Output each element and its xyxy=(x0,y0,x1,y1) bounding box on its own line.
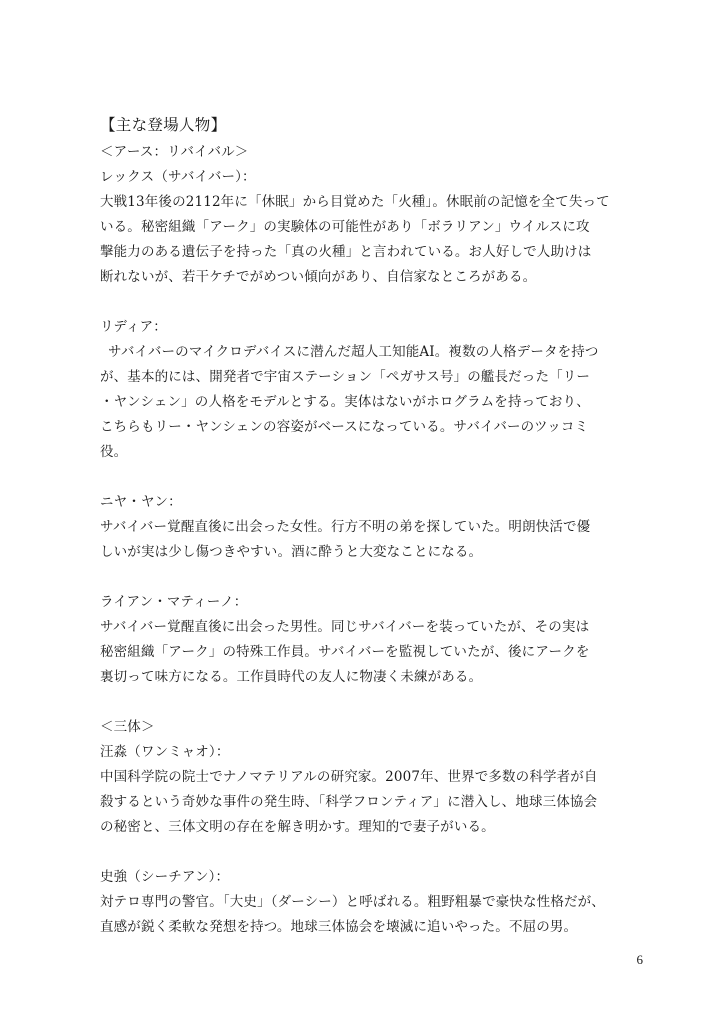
description-line: こちらもリー・ヤンシェンの容姿がベースになっている。サバイバーのツッコミ xyxy=(100,419,589,435)
description-line: サバイバー覚醒直後に出会った女性。行方不明の弟を探していた。明朗快活で優 xyxy=(100,519,591,535)
description-line: 大戦13年後の2112年に「休眠」から目覚めた「火種」。休眠前の記憶を全て失って xyxy=(100,194,610,210)
spacer xyxy=(100,840,620,865)
spacer xyxy=(100,290,620,315)
description-line: 中国科学院の院士でナノマテリアルの研究家。2007年、世界で多数の科学者が自 xyxy=(100,769,598,785)
description-line: ・ヤンシェン」の人格をモデルとする。実体はないがホログラムを持っており、 xyxy=(100,394,590,410)
section-header: ＜アース：リバイバル＞ xyxy=(100,144,249,160)
character-name: レックス（サバイバー）： xyxy=(100,169,256,185)
page-heading: 【主な登場人物】 xyxy=(100,116,227,134)
description-line: が、基本的には、開発者で宇宙ステーション「ペガサス号」の艦長だった「リー xyxy=(100,369,591,385)
character-name: ニヤ・ヤン： xyxy=(100,494,182,510)
section-three-body xyxy=(100,715,620,940)
character-entry-lydia xyxy=(100,315,620,465)
character-entry-niya xyxy=(100,490,620,565)
character-entry-rex xyxy=(100,165,620,290)
description-line: 秘密組織「アーク」の特殊工作員。サバイバーを監視していたが、後にアークを xyxy=(100,644,590,660)
spacer xyxy=(100,565,620,590)
description-line: の秘密と、三体文明の存在を解き明かす。理知的で妻子がいる。 xyxy=(100,819,495,835)
description-line: サバイバー覚醒直後に出会った男性。同じサバイバーを装っていたが、その実は xyxy=(100,619,590,635)
description-line: 撃能力のある遺伝子を持った「真の火種」と言われている。お人好しで人助けは xyxy=(100,244,592,260)
spacer xyxy=(100,465,620,490)
description-line: しいが実は少し傷つきやすい。酒に酔うと大変なことになる。 xyxy=(100,544,483,560)
description-line: 裏切って味方になる。工作員時代の友人に物凄く未練がある。 xyxy=(100,669,483,685)
section-header: ＜三体＞ xyxy=(100,719,155,735)
document-body xyxy=(100,115,620,940)
page-number: 6 xyxy=(636,952,643,967)
description-line: いる。秘密組織「アーク」の実験体の可能性があり「ボラリアン」ウイルスに攻 xyxy=(100,219,590,235)
character-name: 史強（シーチアン）： xyxy=(100,869,230,885)
description-line: 直感が鋭く柔軟な発想を持つ。地球三体協会を壊滅に追いやった。不屈の男。 xyxy=(100,919,578,935)
character-name: ライアン・マティーノ： xyxy=(100,594,248,610)
spacer xyxy=(100,690,620,715)
description-line: 殺するという奇妙な事件の発生時、「科学フロンティア」に潜入し、地球三体協会 xyxy=(100,794,598,810)
description-line: 断れないが、若干ケチでがめつい傾向があり、自信家なところがある。 xyxy=(100,269,537,285)
character-entry-wang-miao xyxy=(100,740,620,840)
description-line: 役。 xyxy=(100,444,128,460)
section-earth-revival xyxy=(100,140,620,715)
character-entry-shi-qiang xyxy=(100,865,620,940)
character-entry-ryan xyxy=(100,590,620,690)
description-line: サバイバーのマイクロデバイスに潜んだ超人工知能AI。複数の人格データを持つ xyxy=(108,344,599,360)
description-line: 対テロ専門の警官。「大史」（ダーシー）と呼ばれる。粗野粗暴で豪快な性格だが、 xyxy=(100,894,605,910)
character-name: 汪淼（ワンミャオ）： xyxy=(100,744,230,760)
character-name: リディア： xyxy=(100,319,167,335)
